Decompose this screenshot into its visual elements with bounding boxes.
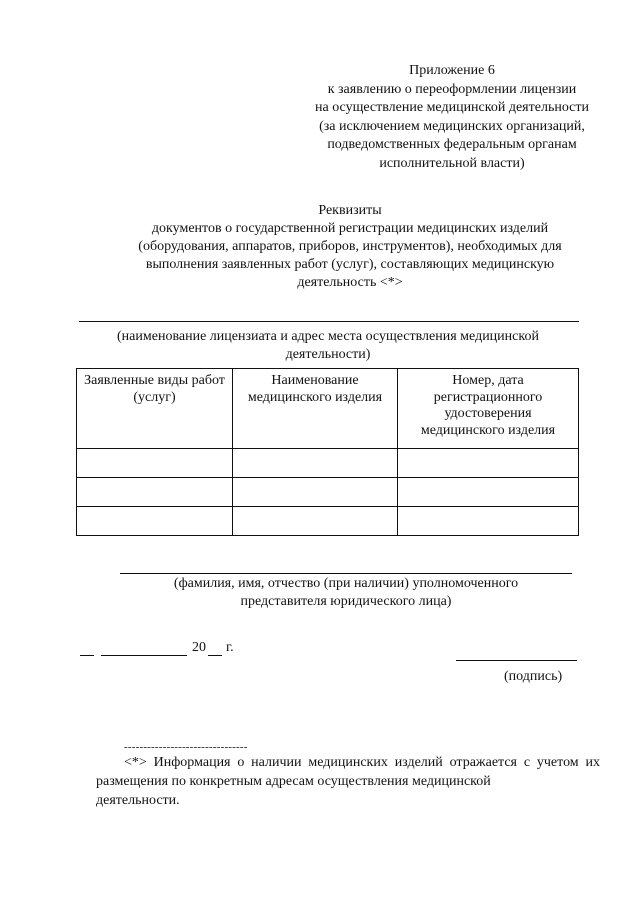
licensee-caption (76, 328, 580, 364)
table-cell[interactable] (77, 507, 233, 536)
appendix-line: подведомственных федеральным органам (327, 137, 577, 152)
appendix-line: исполнительной власти) (379, 155, 525, 171)
date-year-prefix: 20 (192, 640, 206, 655)
title-line: выполнения заявленных работ (услуг), составляющих медицинскую (145, 257, 555, 272)
table-cell[interactable] (233, 449, 398, 478)
table-row (77, 507, 579, 536)
table-cell[interactable] (398, 449, 579, 478)
representative-caption-line2: представителя юридического лица) (240, 594, 452, 609)
date-year-suffix: г. (226, 640, 234, 655)
table-row (77, 449, 579, 478)
licensee-caption-line2: деятельности) (285, 347, 371, 362)
appendix-line: к заявлению о переоформлении лицензии (327, 81, 577, 97)
table-cell[interactable] (77, 449, 233, 478)
appendix-line: на осуществление медицинской деятельности (314, 100, 589, 115)
registration-table (76, 368, 579, 536)
title-line: деятельность <*> (297, 275, 403, 290)
title-line: (оборудования, аппаратов, приборов, инструментов), необходимых для (138, 239, 562, 254)
table-cell[interactable] (398, 507, 579, 536)
column-header-certificate: Номер, дата регистрационного удостоверения медицинского изделия (398, 369, 579, 449)
title-line: документов о государственной регистрации медицинских изделий (151, 221, 549, 236)
footnote-separator: -------------------------------- (124, 741, 248, 753)
date-month-line (101, 655, 187, 656)
licensee-caption-line1: (наименование лицензиата и адрес места осуществления медицинской (117, 329, 539, 344)
appendix-line: (за исключением медицинских организаций, (319, 118, 585, 134)
footnote-text: <*> Информация о наличии медицинских изделий отражается с учетом их размещения по конкретным адресам осуществления медицинской (96, 755, 600, 789)
appendix-header (292, 62, 612, 173)
table-cell[interactable] (398, 478, 579, 507)
licensee-name-line (79, 321, 579, 322)
table-cell[interactable] (233, 507, 398, 536)
table-cell[interactable] (233, 478, 398, 507)
table-row (77, 478, 579, 507)
signature-line (456, 660, 577, 661)
representative-name-line (120, 573, 572, 574)
signature-label: (подпись) (504, 669, 563, 684)
table-cell[interactable] (77, 478, 233, 507)
date-day-line (80, 655, 94, 656)
title-heading: Реквизиты (318, 203, 382, 218)
column-header-services: Заявленные виды работ (услуг) (77, 369, 233, 449)
date-year-line (208, 655, 222, 656)
column-header-device-name: Наименование медицинского изделия (233, 369, 398, 449)
appendix-line: Приложение 6 (409, 63, 495, 78)
document-title (60, 202, 640, 292)
representative-caption (120, 575, 572, 611)
table-header-row (77, 369, 579, 449)
footnote-text-last: деятельности. (96, 793, 180, 808)
representative-caption-line1: (фамилия, имя, отчество (при наличии) уполномоченного (173, 576, 519, 591)
